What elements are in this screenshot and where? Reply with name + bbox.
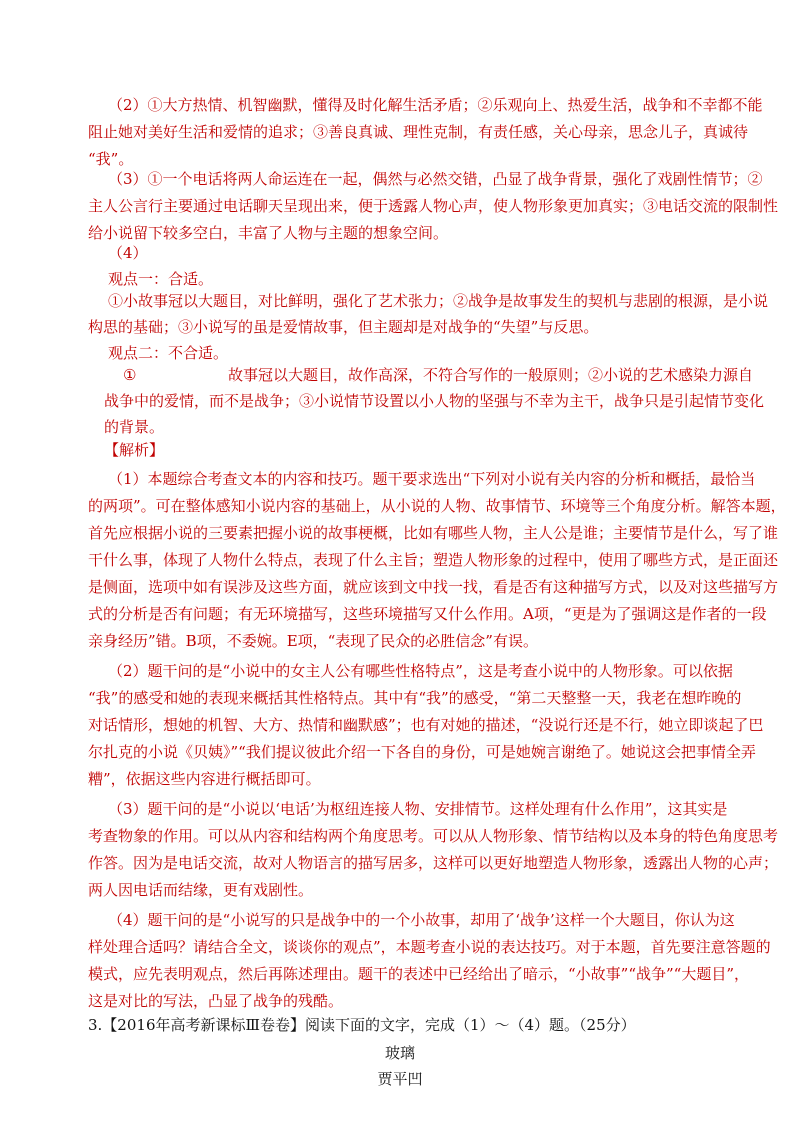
passage-title: 玻璃 [384,1044,415,1062]
viewpoint-1-line-1: ①小故事冠以大题目，对比鲜明，强化了艺术张力；②战争是故事发生的契机与悲剧的根源，是小说 [108,292,769,310]
answer-2-line-1: （2）①大方热情、机智幽默，懂得及时化解生活矛盾；②乐观向上、热爱生活，战争和不幸都不能 [108,96,763,114]
viewpoint-2-heading: 观点二：不合适。 [108,344,229,362]
viewpoint-2-marker: ① [123,366,137,384]
analysis-1-line-4: 干什么事，体现了人物什么特点，表现了什么主旨；塑造人物形象的过程中，使用了哪些方式，是正面还 [88,551,779,569]
analysis-2-line-4: 尔扎克的小说《贝姨》”“我们提议彼此介绍一下各自的身份，可是她婉言谢绝了。她说这会把事情全弄 [88,743,756,761]
analysis-4-line-4: 这是对比的写法，凸显了战争的残酷。 [88,992,344,1010]
analysis-1-line-2: 的两项”。可在整体感知小说内容的基础上，从小说的人物、故事情节、环境等三个角度分析。解答本题， [88,497,786,515]
viewpoint-1-line-2: 构思的基础；③小说写的虽是爱情故事，但主题却是对战争的“失望”与反思。 [88,318,599,336]
analysis-3-line-3: 作答。因为是电话交流，故对人物语言的描写居多，这样可以更好地塑造人物形象，透露出人物的心声； [88,854,779,872]
analysis-1-line-6: 式的分析是否有问题；有无环境描写，这些环境描写又什么作用。A项，“更是为了强调这是作者的一段 [88,605,767,623]
viewpoint-1-heading: 观点一：合适。 [108,270,214,288]
analysis-2-line-2: “我”的感受和她的表现来概括其性格特点。其中有“我”的感受，“第二天整整一天，我老在想昨晚的 [88,689,742,707]
viewpoint-2-line-3: 的背景。 [104,418,165,436]
answer-3-line-3: 给小说留下较多空白，丰富了人物与主题的想象空间。 [88,224,449,242]
answer-3-line-2: 主人公言行主要通过电话聊天呈现出来，便于透露人物心声，使人物形象更加真实；③电话交流的限制性 [88,197,779,215]
passage-author: 贾平凹 [377,1070,423,1088]
analysis-1-line-5: 是侧面，选项中如有误涉及这些方面，就应该到文中找一找，看是否有这种描写方式，以及对这些描写方 [88,578,779,596]
answer-3-line-1: （3）①一个电话将两人命运连在一起，偶然与必然交错，凸显了战争背景，强化了戏剧性情节；② [108,170,763,188]
analysis-3-line-2: 考查物象的作用。可以从内容和结构两个角度思考。可以从人物形象、情节结构以及本身的特色角度思考 [88,827,779,845]
analysis-3-line-4: 两人因电话而结缘，更有戏剧性。 [88,881,314,899]
analysis-4-line-1: （4）题干问的是“小说写的只是战争中的一个小故事，却用了‘战争’这样一个大题目，你认为这 [108,911,735,929]
analysis-4-line-2: 样处理合适吗？请结合全文，谈谈你的观点”，本题考查小说的表达技巧。对于本题，首先要注意答题的 [88,938,771,956]
analysis-2-line-5: 糟”，依据这些内容进行概括即可。 [88,770,321,788]
answer-4-heading: （4） [108,244,148,262]
analysis-2-line-3: 对话情形，想她的机智、大方、热情和幽默感”；也有对她的描述，“没说行还是不行，她立即谈起了巴 [88,716,764,734]
answer-2-line-2: 阻止她对美好生活和爱情的追求；③善良真诚、理性克制，有责任感，关心母亲，思念儿子，真诚待 [88,123,749,141]
viewpoint-2-line-2: 战争中的爱情，而不是战争；③小说情节设置以小人物的坚强与不幸为主干，战争只是引起情节变化 [104,392,765,410]
question-3-prompt: 3.【2016年高考新课标Ⅲ卷卷】阅读下面的文字，完成（1）～（4）题。（25分） [88,1016,636,1034]
viewpoint-2-line-1: 故事冠以大题目，故作高深，不符合写作的一般原则；②小说的艺术感染力源自 [228,366,754,384]
analysis-4-line-3: 模式，应先表明观点，然后再陈述理由。题干的表述中已经给出了暗示，“小故事”“战争”“大题目”， [88,965,750,983]
analysis-1-line-1: （1）本题综合考查文本的内容和技巧。题干要求选出“下列对小说有关内容的分析和概括，最恰当 [108,470,756,488]
analysis-1-line-7: 亲身经历”错。B项，不委婉。E项，“表现了民众的必胜信念”有误。 [88,632,538,650]
analysis-1-line-3: 首先应根据小说的三要素把握小说的故事梗概，比如有哪些人物，主人公是谁；主要情节是什么，写了谁 [88,524,779,542]
analysis-heading: 【解析】 [104,441,165,459]
analysis-2-line-1: （2）题干问的是“小说中的女主人公有哪些性格特点”，这是考查小说中的人物形象。可以依据 [108,662,733,680]
answer-2-line-3: “我”。 [88,150,134,168]
analysis-3-line-1: （3）题干问的是“小说以‘电话’为枢纽连接人物、安排情节。这样处理有什么作用”，这其实是 [108,800,728,818]
